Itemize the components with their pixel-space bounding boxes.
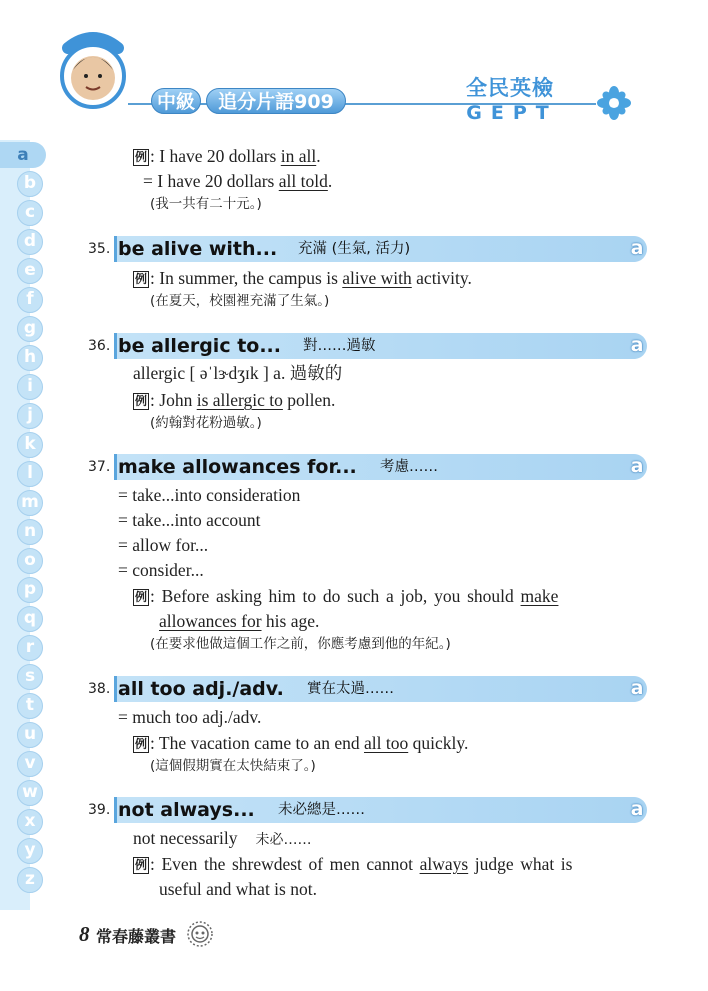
- publisher-logo-icon: [186, 920, 214, 948]
- synonym-line: = allow for...: [118, 535, 209, 555]
- letter-marker: a: [630, 334, 644, 356]
- index-letter-o[interactable]: o: [17, 548, 43, 574]
- letter-marker: a: [630, 237, 644, 259]
- index-letter-i[interactable]: i: [17, 374, 43, 400]
- example-sentence: 例 : Before asking him to do such a job, you should make: [135, 586, 559, 606]
- entry-number: 35.: [88, 241, 111, 257]
- phrase-headword: all too adj./adv.: [118, 678, 284, 700]
- index-letter-m[interactable]: m: [17, 490, 43, 516]
- synonym-line: = take...into consideration: [118, 485, 301, 505]
- synonym-line: = take...into account: [118, 510, 261, 530]
- brand-en: GEPT: [466, 102, 558, 124]
- index-letter-r[interactable]: r: [17, 635, 43, 661]
- index-letter-x[interactable]: x: [17, 809, 43, 835]
- example-marker: 例: [135, 150, 148, 164]
- phrase-meaning: 充滿 (生氣, 活力): [298, 241, 411, 257]
- example-sentence: 例 : In summer, the campus is alive with activity.: [135, 268, 472, 288]
- example-sentence-continued: useful and what is not.: [159, 879, 317, 899]
- index-letter-q[interactable]: q: [17, 606, 43, 632]
- index-letter-t[interactable]: t: [17, 693, 43, 719]
- index-letter-k[interactable]: k: [17, 432, 43, 458]
- index-letter-d[interactable]: d: [17, 229, 43, 255]
- phrase-meaning: 考慮……: [380, 459, 438, 475]
- chinese-translation: (在要求他做這個工作之前，你應考慮到他的年紀。): [150, 636, 451, 652]
- book-title-pill: 追分片語909: [206, 88, 346, 114]
- phrase-headword: be allergic to...: [118, 335, 281, 357]
- phrase-meaning: 實在太過……: [307, 681, 394, 697]
- equivalent-sentence: = I have 20 dollars all told.: [143, 171, 333, 191]
- index-letter-n[interactable]: n: [17, 519, 43, 545]
- synonym-line: = much too adj./adv.: [118, 707, 262, 727]
- chinese-translation: (這個假期實在太快結束了。): [150, 758, 316, 774]
- chinese-translation: (我一共有二十元。): [150, 196, 262, 212]
- index-letter-e[interactable]: e: [17, 258, 43, 284]
- chinese-translation: (在夏天，校園裡充滿了生氣。): [150, 293, 330, 309]
- author-logo: [60, 26, 126, 112]
- index-letter-z[interactable]: z: [17, 867, 43, 893]
- index-letter-y[interactable]: y: [17, 838, 43, 864]
- phrase-meaning: 對……過敏: [303, 338, 376, 354]
- index-letter-a[interactable]: a: [0, 142, 46, 168]
- example-sentence-continued: allowances for his age.: [159, 611, 320, 631]
- page-number: 8: [79, 922, 90, 946]
- index-letter-p[interactable]: p: [17, 577, 43, 603]
- author-badge-text: 劉世鍵全民英檢: [62, 14, 126, 24]
- example-sentence: 例 : John is allergic to pollen.: [135, 390, 336, 410]
- index-letter-g[interactable]: g: [17, 316, 43, 342]
- letter-marker: a: [630, 677, 644, 699]
- index-letter-j[interactable]: j: [17, 403, 43, 429]
- letter-marker: a: [630, 798, 644, 820]
- index-letter-c[interactable]: c: [17, 200, 43, 226]
- book-level-pill: 中級: [151, 88, 201, 114]
- entry-number: 37.: [88, 459, 111, 475]
- letter-marker: a: [630, 455, 644, 477]
- index-letter-h[interactable]: h: [17, 345, 43, 371]
- series-name: 常春藤叢書: [96, 927, 177, 946]
- index-letter-s[interactable]: s: [17, 664, 43, 690]
- entry-number: 39.: [88, 802, 111, 818]
- brand-zh: 全民英檢: [466, 76, 554, 100]
- index-letter-v[interactable]: v: [17, 751, 43, 777]
- example-sentence: 例 : The vacation came to an end all too quickly.: [135, 733, 469, 753]
- index-letter-w[interactable]: w: [17, 780, 43, 806]
- index-letter-b[interactable]: b: [17, 171, 43, 197]
- entry-number: 38.: [88, 681, 111, 697]
- word-definition: not necessarily 未必……: [133, 828, 312, 848]
- example-sentence: 例 : Even the shrewdest of men cannot always judge what is: [135, 854, 573, 874]
- phrase-meaning: 未必總是……: [278, 802, 365, 818]
- phrase-headword: not always...: [118, 799, 255, 821]
- example-sentence: 例 : I have 20 dollars in all.: [135, 146, 321, 166]
- index-letter-f[interactable]: f: [17, 287, 43, 313]
- phrase-headword: make allowances for...: [118, 456, 357, 478]
- flower-icon: [597, 86, 631, 120]
- index-letter-u[interactable]: u: [17, 722, 43, 748]
- phrase-headword: be alive with...: [118, 238, 278, 260]
- index-letter-l[interactable]: l: [17, 461, 43, 487]
- entry-number: 36.: [88, 338, 111, 354]
- word-definition: allergic [ əˈlɝdʒɪk ] a. 過敏的: [133, 363, 343, 383]
- chinese-translation: (約翰對花粉過敏。): [150, 415, 262, 431]
- synonym-line: = consider...: [118, 560, 204, 580]
